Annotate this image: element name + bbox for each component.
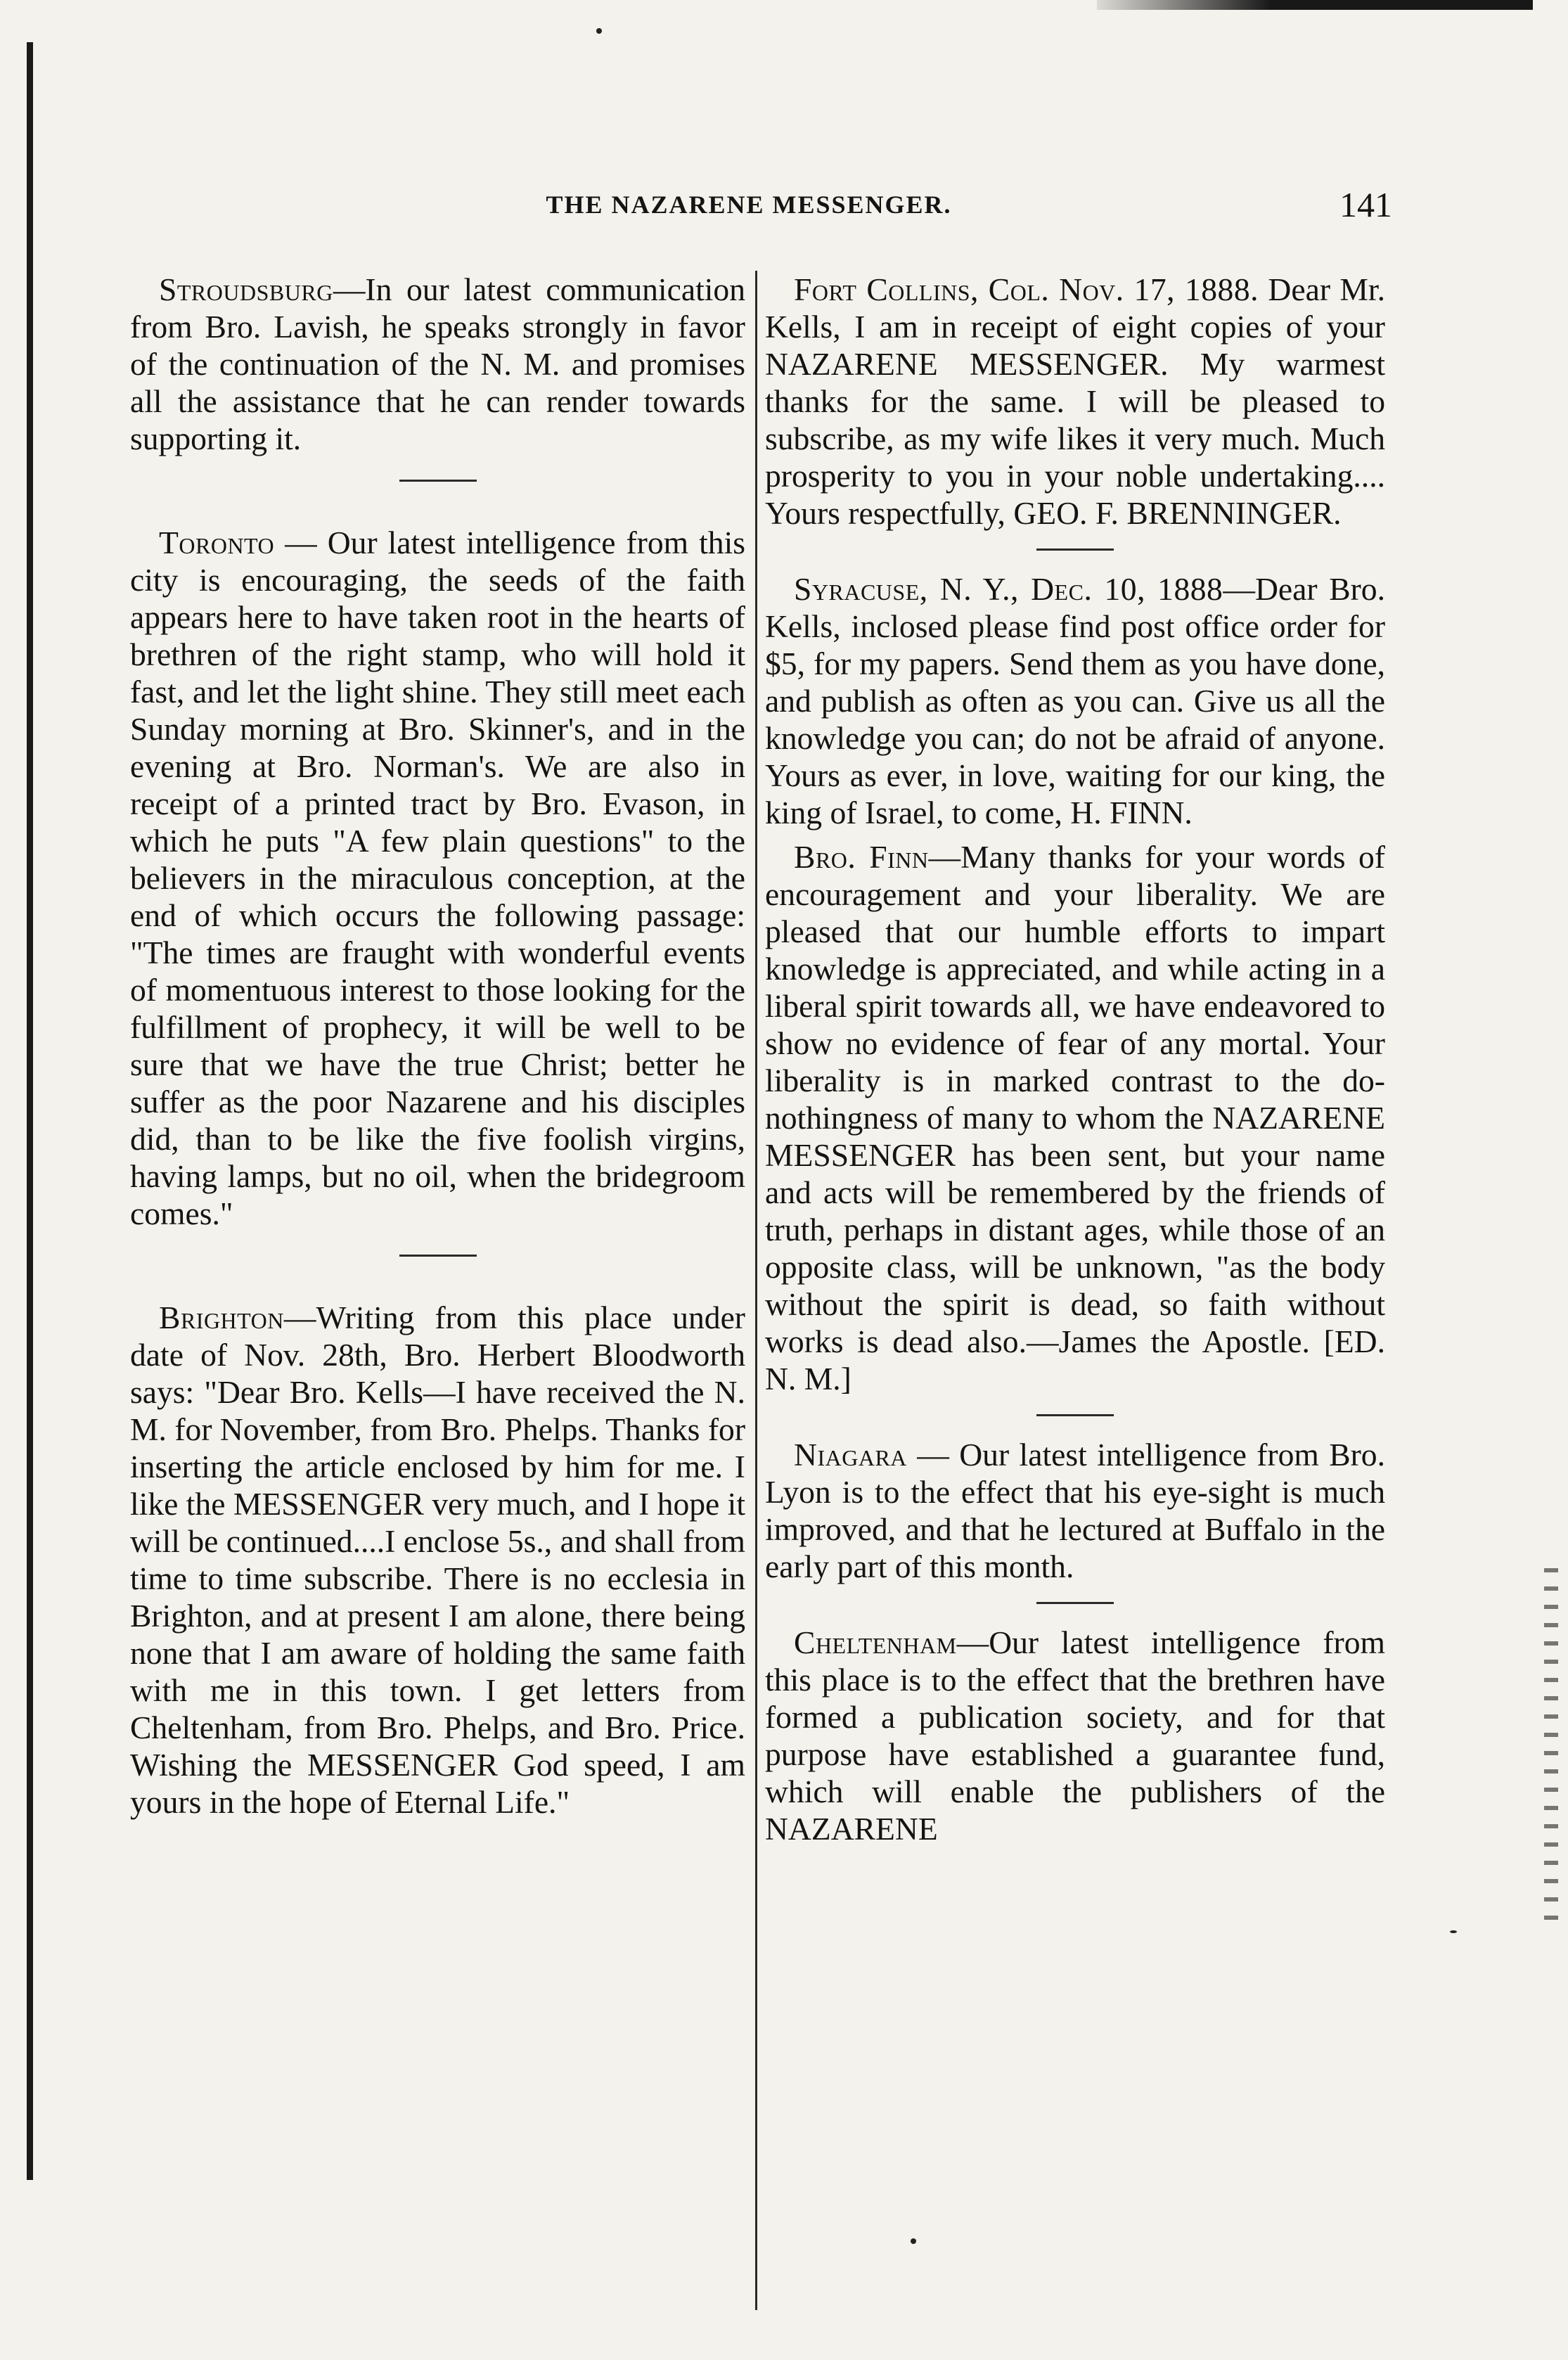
item-text: —In our latest communication from Bro. Lavish, he speaks strongly in favor of the continuation of the N. M. and promises all the assistance that he can render towards supporting it. <box>130 271 745 456</box>
scan-edge-marks <box>1544 1568 1558 1934</box>
right-column <box>765 271 1385 1847</box>
item-lead: Bro. Finn <box>794 839 929 875</box>
separator-rule <box>399 480 477 482</box>
scan-edge-left <box>27 42 33 2180</box>
item-lead: Cheltenham <box>794 1624 957 1660</box>
running-title: THE NAZARENE MESSENGER. <box>546 191 952 219</box>
item-lead: Brighton <box>159 1300 284 1335</box>
item-text: —Many thanks for your words of encouragement and your liberality. We are pleased that our humble efforts to impart knowledge is appreciated, and while acting in a liberal spirit towards all, we have endeavored to show no evidence of fear of any mortal. Your liberality is in marked contrast to the do-nothingness of many to whom the NAZARENE MESSENGER has been sent, but your name and acts will be remembered by the friends of truth, perhaps in distant ages, while those of an opposite class, will be unknown, "as the body without the spirit is dead, so faith without works is dead also.—James the Apostle. [ED. N. M.] <box>765 839 1385 1397</box>
separator-rule <box>399 1255 477 1257</box>
item-text: — Our latest intelligence from this city is encouraging, the seeds of the faith appears here to have taken root in the hearts of brethren of the right stamp, who will hold it fast, and let the light shine. They still meet each Sunday morning at Bro. Skinner's, and in the evening at Bro. Norman's. We are also in receipt of a printed tract by Bro. Evason, in which he puts "A few plain questions" to the believers in the miraculous conception, at the end of which occurs the following passage: "The times are fraught with wonderful events of momentuous interest to those looking for the fulfillment of prophecy, it will be well to be sure that we have the true Christ; better he suffer as the poor Nazarene and his disciples did, than to be like the five foolish virgins, having lamps, but no oil, when the bridegroom comes." <box>130 525 745 1231</box>
item-editor-reply <box>765 838 1385 1397</box>
item-niagara <box>765 1436 1385 1585</box>
item-text: —Dear Bro. Kells, inclosed please find post office order for $5, for my papers. Send them as you have done, and publish as often as you can. Give us all the knowledge you can; do not be afraid of anyone. Yours as ever, in love, waiting for our king, the king of Israel, to come, H. FINN. <box>765 571 1385 831</box>
item-lead: Niagara <box>794 1437 907 1473</box>
item-lead: Toronto <box>159 525 275 560</box>
scan-speck <box>596 28 602 34</box>
column-rule <box>755 271 757 2310</box>
item-lead: Stroudsburg <box>159 271 333 307</box>
item-text: —Writing from this place under date of Nov. 28th, Bro. Herbert Bloodworth says: "Dear Bro. Kells—I have received the N. M. for November, from Bro. Phelps. Thanks for inserting the article enclosed by him for me. I like the MESSENGER very much, and I hope it will be continued....I enclose 5s., and shall from time to time subscribe. There is no ecclesia in Brighton, and at present I am alone, there being none that I am aware of holding the same faith with me in this town. I get letters from Cheltenham, from Bro. Phelps, and Bro. Price. Wishing the MESSENGER God speed, I am yours in the hope of Eternal Life." <box>130 1300 746 1820</box>
item-syracuse <box>765 570 1385 831</box>
page-number: 141 <box>1339 185 1392 224</box>
item-text: Dear Mr. Kells, I am in receipt of eight copies of your NAZARENE MESSENGER. My warmest thanks for the same. I will be pleased to subscribe, as my wife likes it very much. Much prosperity to you in your noble undertaking.... Yours respectfully, GEO. F. BRENNINGER. <box>765 271 1385 531</box>
separator-rule <box>1036 549 1114 551</box>
item-fort-collins <box>765 271 1385 532</box>
separator-rule <box>1036 1414 1114 1416</box>
item-toronto <box>130 524 745 1232</box>
item-text: — Our latest intelligence from Bro. Lyon is to the effect that his eye-sight is much improved, and that he lectured at Buffalo in the early part of this month. <box>765 1437 1385 1584</box>
paragraph-gap <box>765 831 1385 838</box>
running-head <box>105 184 1392 226</box>
scan-speck <box>1450 1930 1457 1933</box>
item-cheltenham <box>765 1624 1385 1847</box>
item-stroudsburg <box>130 271 745 457</box>
separator-rule <box>1036 1602 1114 1604</box>
item-lead: Syracuse, N. Y., Dec. 10, 1888 <box>794 571 1223 607</box>
item-lead: Fort Collins, Col. Nov. 17, 1888. <box>794 271 1259 307</box>
item-brighton <box>130 1299 745 1821</box>
left-column <box>130 271 745 1821</box>
scan-speck <box>911 2238 916 2244</box>
scan-edge-top <box>1097 0 1533 10</box>
item-text: —Our latest intelligence from this place is to the effect that the brethren have formed a publication society, and for that purpose have established a guarantee fund, which will enable the publishers of the NAZARENE <box>765 1624 1385 1847</box>
